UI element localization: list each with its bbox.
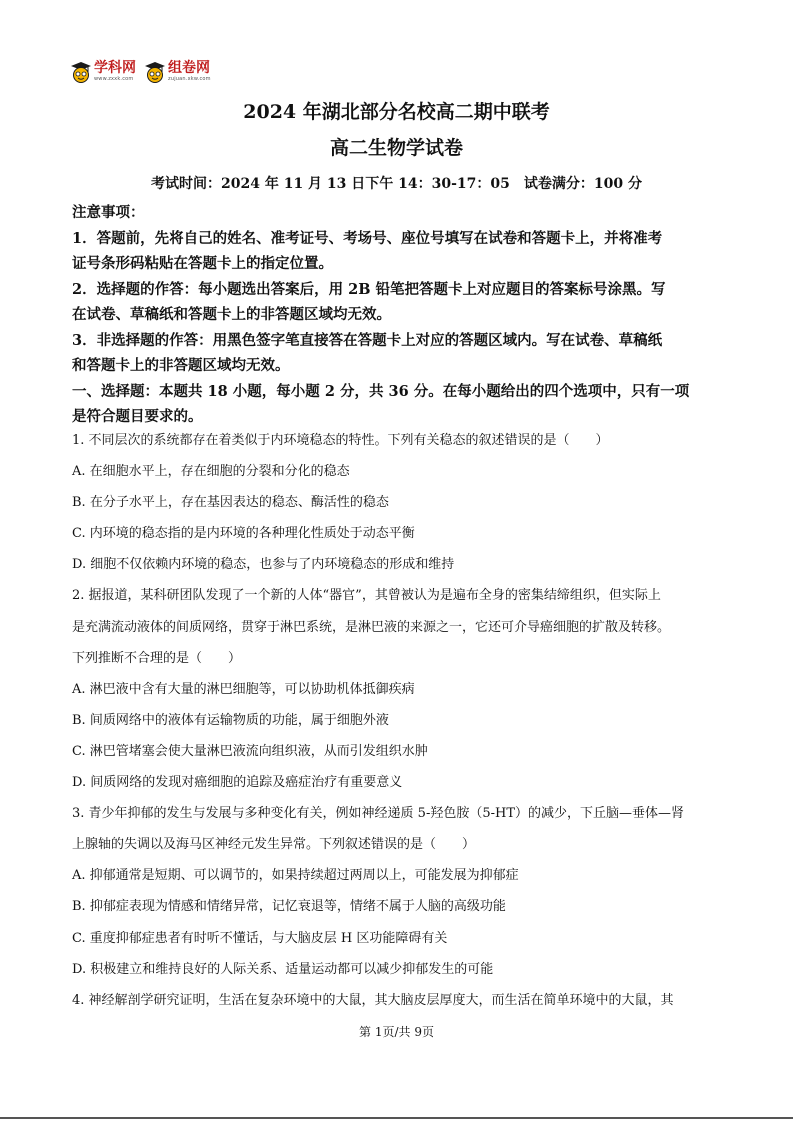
logo-zujuanwang-name: 组卷网 [168,60,210,76]
exam-subtitle: 高二生物学试卷 [329,137,463,159]
question-option: D. 细胞不仅依赖内环境的稳态，也参与了内环境稳态的形成和维持 [72,557,455,573]
question-option: D. 积极建立和维持良好的人际关系、适量运动都可以减少抑郁发生的可能 [72,961,494,977]
logo-zujuanwang-url: zujuan.xkw.com [168,76,211,82]
notes-heading: 注意事项： [72,204,145,221]
question-stem: 1. 不同层次的系统都存在着类似于内环境稳态的特性。下列有关稳态的叙述错误的是（ ） [72,433,609,448]
question-option: C. 淋巴管堵塞会使大量淋巴液流向组织液，从而引发组织水肿 [72,743,428,759]
note-line: 在试卷、草稿纸和答题卡上的非答题区域均无效。 [72,306,391,323]
scholar-face-icon [144,60,166,84]
question-option: B. 抑郁症表现为情感和情绪异常，记忆衰退等，情绪不属于人脑的高级功能 [72,899,506,915]
question-option: A. 抑郁通常是短期、可以调节的，如果持续超过两周以上，可能发展为抑郁症 [72,868,519,884]
section-heading: 是符合题目要求的。 [72,408,203,425]
question-stem: 3. 青少年抑郁的发生与发展与多种变化有关，例如神经递质 5-羟色胺（5-HT）的减少，下丘脑—垂体—肾 [72,806,685,822]
question-stem: 4. 神经解剖学研究证明，生活在复杂环境中的大鼠，其大脑皮层厚度大，而生活在简单环境中的大鼠，其 [72,992,674,1008]
logo-xuekewang-name: 学科网 [94,60,136,76]
question-option: C. 内环境的稳态指的是内环境的各种理化性质处于动态平衡 [72,526,415,542]
note-line: 3．非选择题的作答：用黑色签字笔直接答在答题卡上对应的答题区域内。写在试卷、草稿纸 [72,331,663,349]
logo-xuekewang-url: www.zxxk.com [94,76,134,82]
question-stem: 上腺轴的失调以及海马区神经元发生异常。下列叙述错误的是（ ） [72,837,476,853]
question-stem: 下列推断不合理的是（ ） [72,650,242,666]
note-line: 1．答题前，先将自己的姓名、准考证号、考场号、座位号填写在试卷和答题卡上，并将准考 [72,229,663,247]
questions-block [72,425,728,1016]
question-option: A. 淋巴液中含有大量的淋巴细胞等，可以协助机体抵御疾病 [72,681,415,697]
note-line: 和答题卡上的非答题区域均无效。 [72,357,290,374]
note-line: 2．选择题的作答：每小题选出答案后，用 2B 铅笔把答题卡上对应题目的答案标号涂黑。写 [72,280,666,298]
question-option: B. 间质网络中的液体有运输物质的功能，属于细胞外液 [72,712,389,728]
section-heading: 一、选择题：本题共 18 小题，每小题 2 分，共 36 分。在每小题给出的四个选项中，只有一项 [72,382,690,400]
question-option: D. 间质网络的发现对癌细胞的追踪及癌症治疗有重要意义 [72,775,403,791]
question-option: B. 在分子水平上，存在基因表达的稳态、酶活性的稳态 [72,495,389,511]
question-option: A. 在细胞水平上，存在细胞的分裂和分化的稳态 [72,464,350,480]
exam-time-and-score: 考试时间：2024 年 11 月 13 日下午 14：30-17：05 试卷满分：100 分 [150,176,642,192]
logo-xuekewang [70,60,136,84]
scholar-face-icon [70,60,92,84]
logo-zujuanwang [144,60,211,84]
page-number: 第 1页/共 9页 [359,1025,434,1039]
notes-block [72,200,728,430]
question-stem: 是充满流动液体的间质网络，贯穿于淋巴系统，是淋巴液的来源之一，它还可介导癌细胞的扩散及转移。 [72,619,671,635]
bottom-rule [0,1117,793,1119]
header-logos [70,60,219,90]
question-option: C. 重度抑郁症患者有时听不懂话，与大脑皮层 H 区功能障碍有关 [72,930,448,946]
question-stem: 2. 据报道，某科研团队发现了一个新的人体“器官”，其曾被认为是遍布全身的密集结缔组织，但实际上 [72,588,661,604]
note-line: 证号条形码粘贴在答题卡上的指定位置。 [72,255,333,272]
exam-title: 2024 年湖北部分名校高二期中联考 [243,101,550,123]
